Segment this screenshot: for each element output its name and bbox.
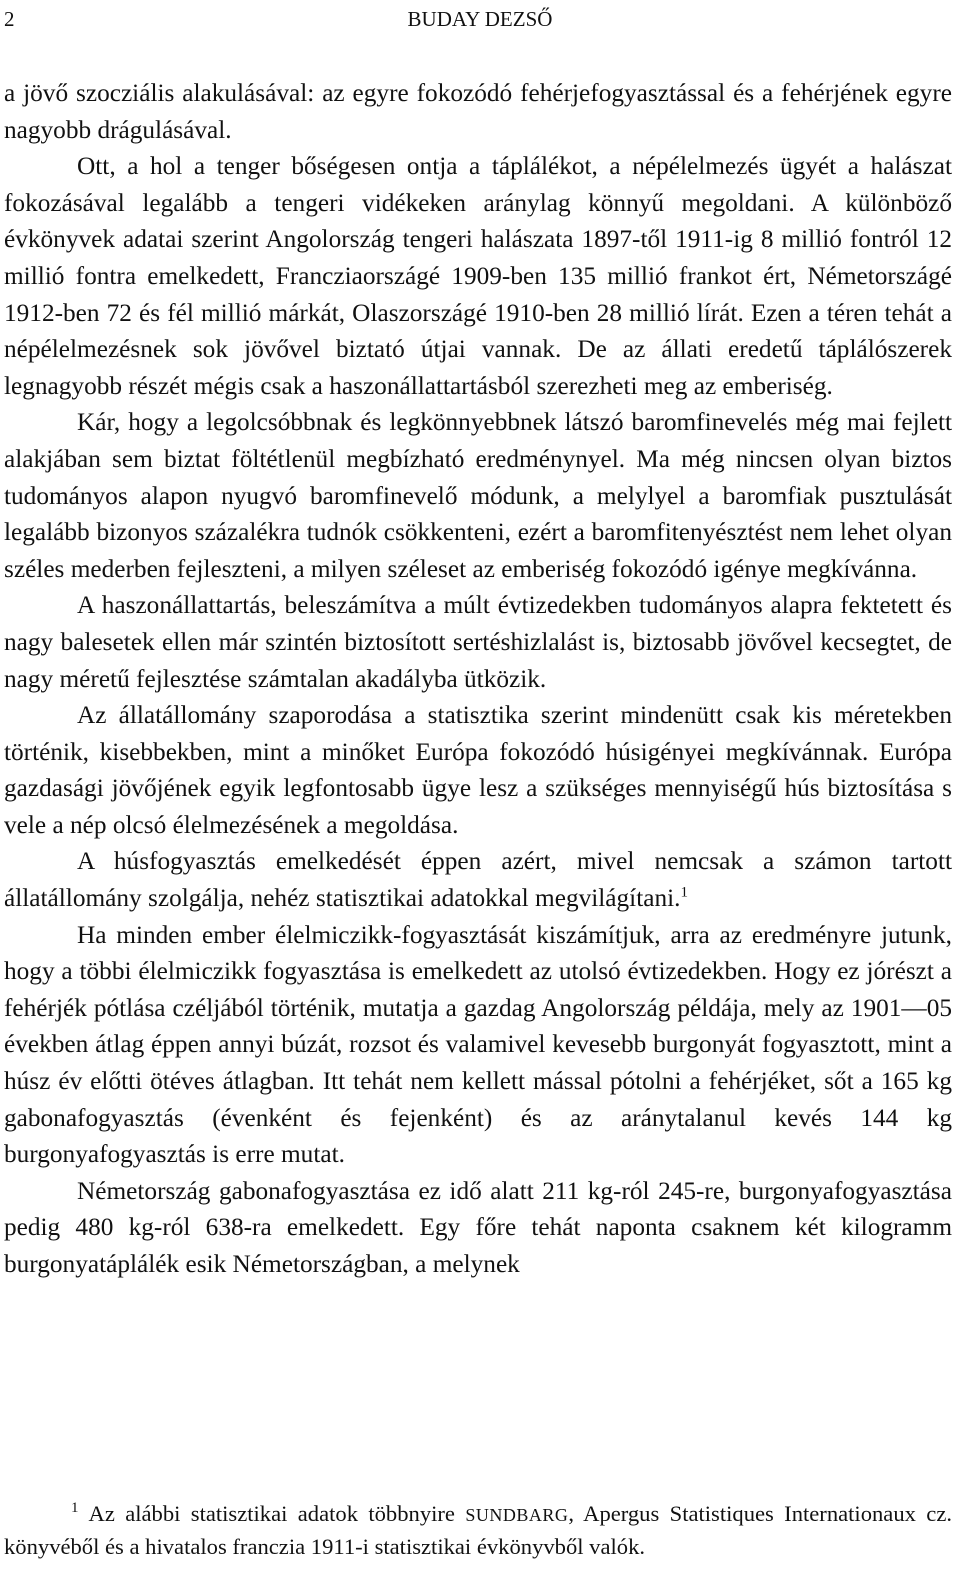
footnote-mark: 1 <box>71 1500 79 1517</box>
body-text <box>4 75 952 1283</box>
page-number: 2 <box>4 7 15 31</box>
paragraph-food-consumption: Ha minden ember élelmiczikk-fogyasztását kiszámítjuk, arra az eredményre jutunk, hogy a többi élelmiczikk fogyasztása is emelkedett az utolsó évtizedekben. Hogy ez jórészt a fehérjék pótlása czéljából történik, mutatja a gazdag Angolország példája, mely az 1901—05 években átlag éppen annyi búzát, rozsot és valamivel kevesebb burgonyát fogyasztott, mint a húsz év előtti ötéves átlagban. Itt tehát nem kellett mással pótolni a fehérjéket, sőt a 165 kg gabonafogyasztás (évenként és fejenként) és az aránytalanul kevés 144 kg burgonyafogyasztás is erre mutat. <box>4 920 952 1169</box>
footnote-text-before: Az alábbi statisztikai adatok többnyire <box>88 1501 455 1526</box>
paragraph-herd-growth: Az állatállomány szaporodása a statisztika szerint mindenütt csak kis méretekben történik, kisebbekben, mint a minőket Európa fokozódó húsigényei megkívánnak. Európa gazdasági jövőjének egyik legfontosabb ügye lesz a szükséges mennyiségű hús biztosítása s vele a nép olcsó élelmezésének a megoldása. <box>4 701 952 839</box>
paragraph-germany: Németország gabonafogyasztása ez idő alatt 211 kg-ról 245-re, burgonyafogyasztása pedig 480 kg-ról 638-ra emelkedett. Egy főre tehát naponta csaknem két kilogramm burgonyatáplálék esik Németországban, a melynek <box>4 1176 952 1278</box>
paragraph-meat-consumption <box>4 843 952 916</box>
paragraph-livestock: A haszonállattartás, beleszámítva a múlt évtizedekben tudományos alapra fektetett és nagy balesetek ellen már szintén biztosított sertéshizlalást is, biztosabb jövővel kecsegtet, de nagy méretű fejlesztése számtalan akadályba ütközik. <box>4 591 952 693</box>
paragraph-continuation: a jövő szocziális alakulásával: az egyre fokozódó fehérjefogyasztással és a fehérjének egyre nagyobb drágulásával. <box>4 79 952 144</box>
paragraph-meat-consumption-text: A húsfogyasztás emelkedését éppen azért, mivel nemcsak a számon tartott állatállomány szolgálja, nehéz statisztikai adatokkal megvilágítani. <box>4 847 952 913</box>
paragraph-fishing: Ott, a hol a tenger bőségesen ontja a táplálékot, a népélelmezés ügyét a halászat fokozásával legalább a tengeri vidékeken aránylag könnyű megoldani. A különböző évkönyvek adatai szerint Angolország tengeri halászata 1897-től 1911-ig 8 millió fontról 12 millió fontra emelkedett, Francziaországé 1909-ben 135 millió frankot ért, Németországé 1912-ben 72 és fél millió márkát, Olaszországé 1910-ben 28 millió lírát. Ezen a téren tehát a népélelmezésnek sok jövővel biztató útjai vannak. De az állati eredetű táplálószerek legnagyobb részét mégis csak a haszonállattartásból szerezheti meg az emberiség. <box>4 152 952 400</box>
footnote-reference: 1 <box>680 884 688 901</box>
footnote-text <box>4 1498 952 1562</box>
footnote-text-after: , Apergus Statistiques Internationaux cz. könyvéből és a hivatalos franczia 1911-i statisztikai évkönyvből valók. <box>4 1501 952 1559</box>
footnote <box>4 1498 952 1562</box>
running-title: BUDAY DEZSŐ <box>407 7 553 31</box>
footnote-author: SUNDBARG <box>465 1505 569 1525</box>
running-header <box>4 4 956 34</box>
paragraph-poultry: Kár, hogy a legolcsóbbnak és legkönnyebbnek látszó baromfinevelés még mai fejlett alakjában sem biztat föltétlenül megbízható eredménynyel. Ma még nincsen olyan biztos tudományos alapon nyugvó baromfinevelő módunk, a melylyel a baromfiak pusztulását legalább bizonyos százalékra tudnók csökkenteni, ezért a baromfitenyésztést nem lehet olyan széles mederben fejleszteni, a milyen széleset az emberiség fokozódó igénye megkívánna. <box>4 408 952 583</box>
